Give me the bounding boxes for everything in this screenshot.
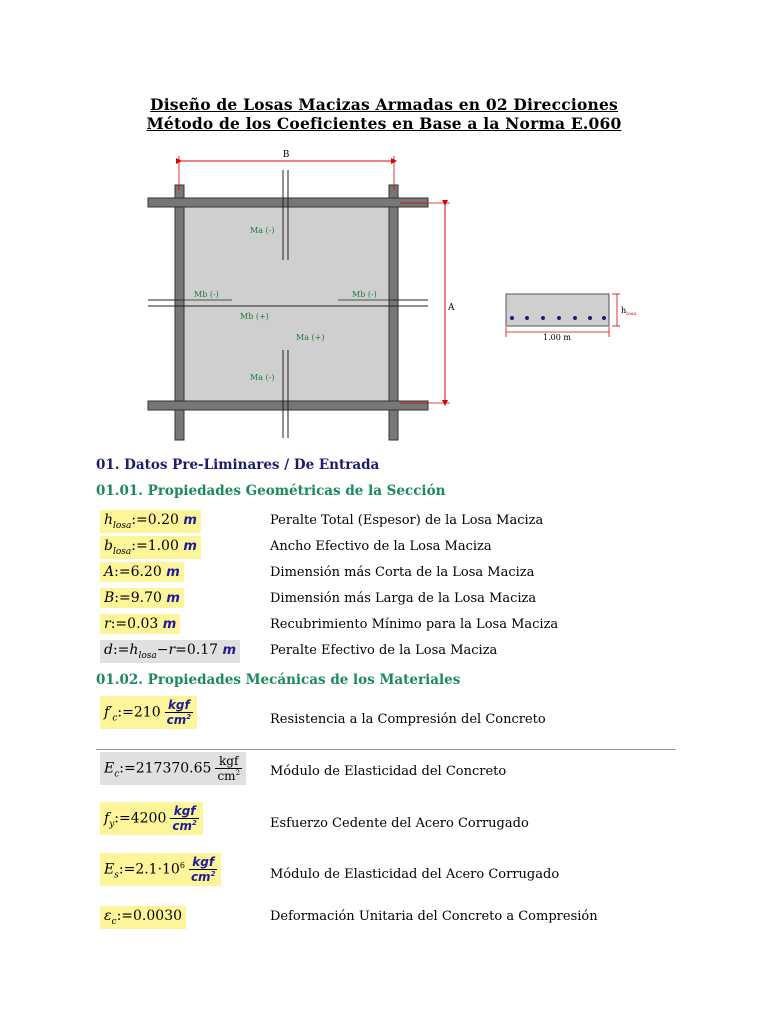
section-h-sub: losa <box>626 311 637 317</box>
desc-epsilon-c: Deformación Unitaria del Concreto a Compresión <box>270 909 598 924</box>
formula-a: A:=6.20 m <box>100 562 184 582</box>
formula-b-losa: $b_{losa}:=1.00$ m <box>100 536 201 559</box>
label-ma-pos: Ma (+) <box>296 333 325 342</box>
label-ma-neg-top: Ma (-) <box>250 226 275 235</box>
desc-h-losa: Peralte Total (Espesor) de la Losa Maciza <box>270 513 544 528</box>
label-mb-neg-right: Mb (-) <box>352 290 377 299</box>
svg-text:hlosa <box>621 306 636 317</box>
formula-fy: $f_y:=4200$ $\frac{\text{kgf}}{cm^2}$ <box>100 802 203 835</box>
formula-r: r:=0.03 m <box>100 614 180 634</box>
heading-0102: 01.02. Propiedades Mecánicas de los Materiales <box>96 672 461 688</box>
section-width-label: 1.00 m <box>543 333 571 342</box>
desc-a: Dimensión más Corta de la Losa Maciza <box>270 565 535 580</box>
desc-es: Módulo de Elasticidad del Acero Corrugado <box>270 867 560 882</box>
desc-r: Recubrimiento Mínimo para la Losa Maciza <box>270 617 559 632</box>
label-ma-neg-bottom: Ma (-) <box>250 373 275 382</box>
label-b: B <box>282 150 290 160</box>
divider <box>96 749 676 750</box>
heading-01: 01. Datos Pre-Liminares / De Entrada <box>96 457 380 473</box>
formula-es: $E_s:=2.1\cdot 10^6$ $\frac{\text{kgf}}{cm^2}$ <box>100 853 221 886</box>
section-rect <box>506 294 609 326</box>
formula-ec: $E_c:=217370.65$ $\frac{\text{kgf}}{cm^2}$ <box>100 752 246 785</box>
label-a: A <box>448 303 455 313</box>
title-line-2: Método de los Coeficientes en Base a la Norma E.060 <box>146 114 622 133</box>
label-mb-pos: Mb (+) <box>240 312 269 321</box>
formula-b: B:=9.70 m <box>100 588 184 608</box>
desc-b-losa: Ancho Efectivo de la Losa Maciza <box>270 539 492 554</box>
title-line-1: Diseño de Losas Macizas Armadas en 02 Direcciones <box>150 95 618 114</box>
formula-d: $d:=h_{losa}-r=0.17$ m <box>100 640 240 663</box>
desc-fy: Esfuerzo Cedente del Acero Corrugado <box>270 816 529 831</box>
formula-fc: $f'_c:=210$ $\frac{\text{kgf}}{cm^2}$ <box>100 696 197 729</box>
desc-ec: Módulo de Elasticidad del Concreto <box>270 764 507 779</box>
formula-epsilon-c: $\varepsilon_c:=0.0030$ <box>100 906 186 929</box>
desc-b: Dimensión más Larga de la Losa Maciza <box>270 591 537 606</box>
formula-h-losa: $h_{losa}:=0.20$ m <box>100 510 201 533</box>
desc-d: Peralte Efectivo de la Losa Maciza <box>270 643 498 658</box>
slab-section-diagram <box>0 280 660 350</box>
desc-fc: Resistencia a la Compresión del Concreto <box>270 712 546 727</box>
heading-0101: 01.01. Propiedades Geométricas de la Sección <box>96 483 446 499</box>
label-mb-neg-left: Mb (-) <box>194 290 219 299</box>
section-h-label: h <box>621 306 627 315</box>
